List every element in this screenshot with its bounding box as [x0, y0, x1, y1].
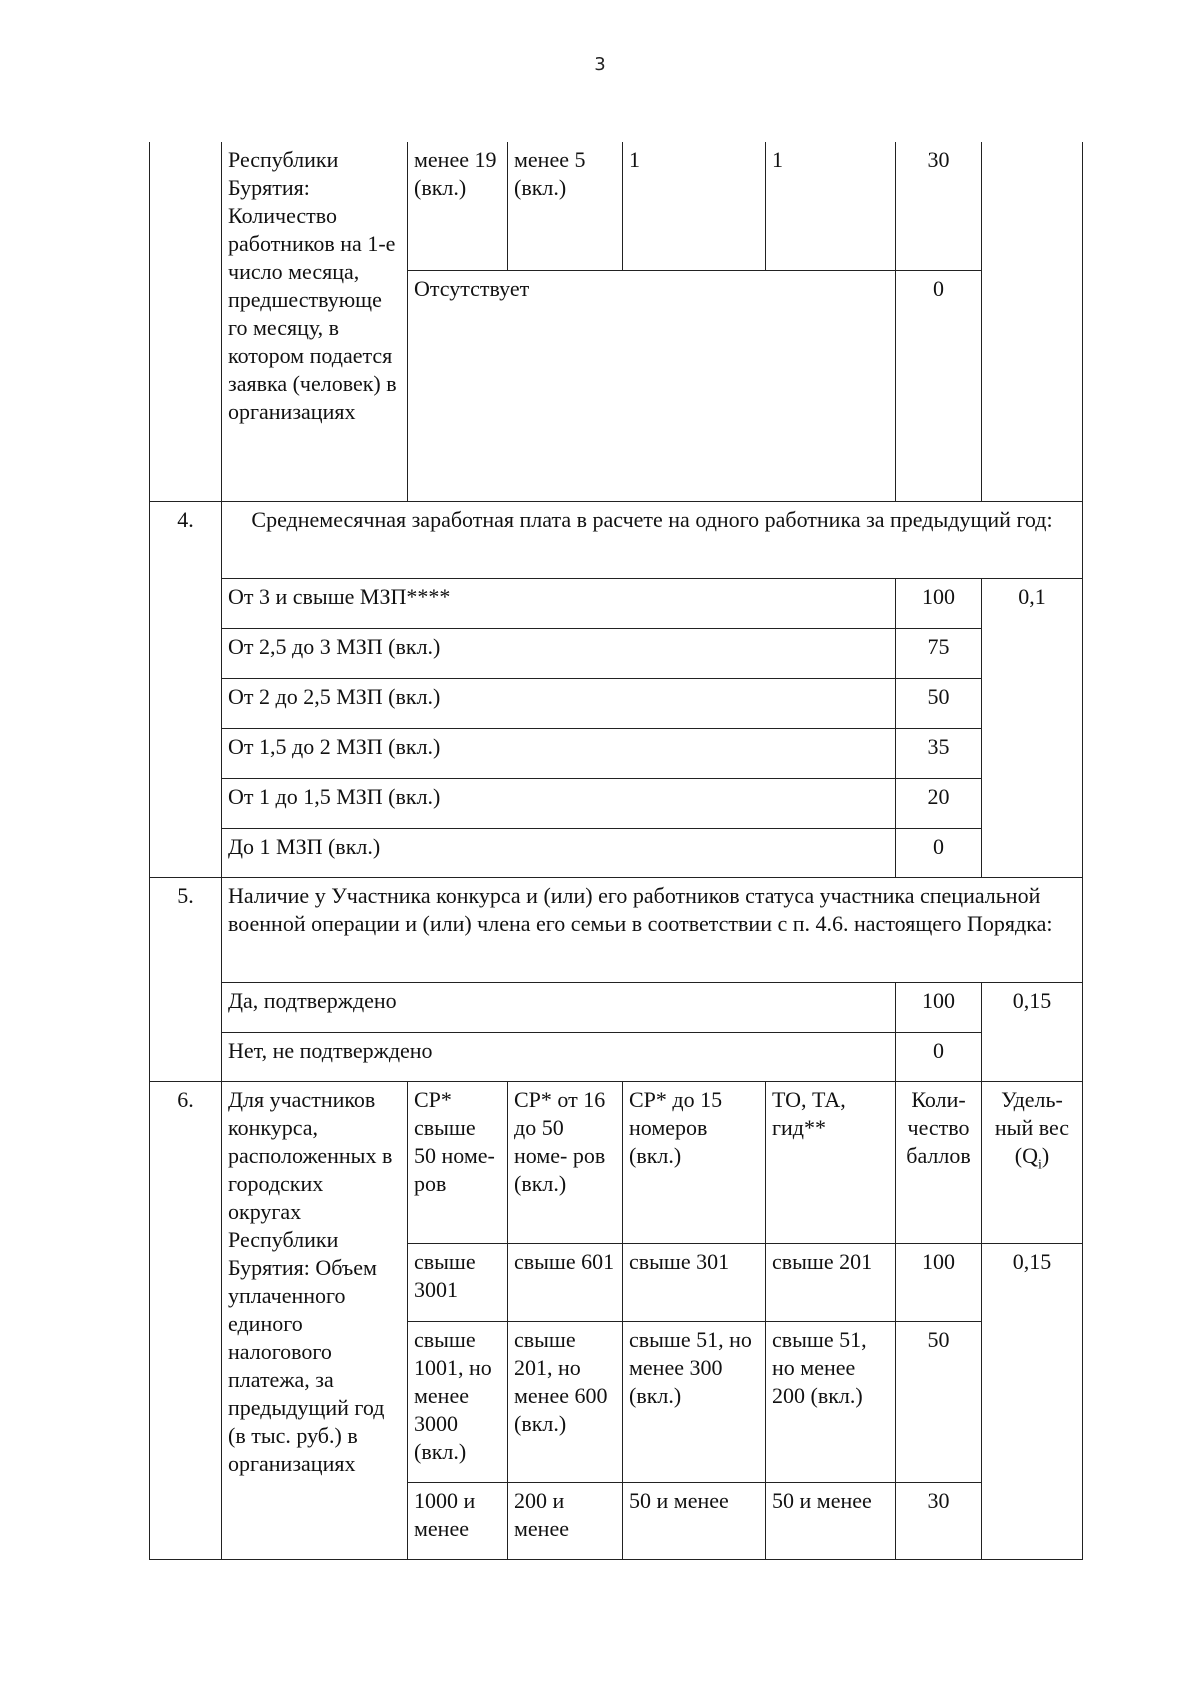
weight-cell [982, 142, 1083, 501]
points-cell: 100 [896, 1243, 982, 1321]
table-row [150, 828, 1083, 877]
points-cell: 50 [896, 678, 982, 728]
table-row [150, 1032, 1083, 1081]
points-cell: 30 [896, 142, 982, 270]
table-row [150, 982, 1083, 1032]
option-label: Да, подтверждено [222, 982, 896, 1032]
category-cell: свыше 51, но менее 300 (вкл.) [623, 1321, 766, 1482]
option-label: От 2,5 до 3 МЗП (вкл.) [222, 628, 896, 678]
category-cell: 200 и менее [508, 1482, 623, 1559]
category-cell: свыше 601 [508, 1243, 623, 1321]
column-header: ТО, ТА, гид** [766, 1081, 896, 1243]
option-label: От 2 до 2,5 МЗП (вкл.) [222, 678, 896, 728]
category-cell: свыше 201, но менее 600 (вкл.) [508, 1321, 623, 1482]
row-number-cell [150, 142, 222, 501]
weight-cell: 0,1 [982, 578, 1083, 877]
row-number: 4. [150, 501, 222, 877]
row-number: 6. [150, 1081, 222, 1559]
points-cell: 0 [896, 828, 982, 877]
criteria-table [149, 142, 1083, 1560]
option-label: До 1 МЗП (вкл.) [222, 828, 896, 877]
table-row [150, 778, 1083, 828]
category-cell: менее 5 (вкл.) [508, 142, 623, 270]
category-cell: менее 19 (вкл.) [408, 142, 508, 270]
points-cell: 100 [896, 578, 982, 628]
points-cell: 35 [896, 728, 982, 778]
table-row [150, 1081, 1083, 1243]
category-cell: свыше 51, но менее 200 (вкл.) [766, 1321, 896, 1482]
points-cell: 0 [896, 270, 982, 501]
criterion-title: Наличие у Участника конкурса и (или) его работников статуса участника специальной военной операции и (или) члена его семьи в соответствии с п. 4.6. настоящего Порядка: [222, 877, 1083, 982]
row-number: 5. [150, 877, 222, 1081]
points-cell: 100 [896, 982, 982, 1032]
category-cell: 1000 и менее [408, 1482, 508, 1559]
category-cell: свыше 1001, но менее 3000 (вкл.) [408, 1321, 508, 1482]
table-row [150, 877, 1083, 982]
page-number: 3 [594, 54, 606, 75]
category-cell: свыше 201 [766, 1243, 896, 1321]
points-cell: 75 [896, 628, 982, 678]
table-row [150, 678, 1083, 728]
option-label: Нет, не подтверждено [222, 1032, 896, 1081]
table-row [150, 142, 1083, 270]
column-header: СР* до 15 номеров (вкл.) [623, 1081, 766, 1243]
option-label: От 1 до 1,5 МЗП (вкл.) [222, 778, 896, 828]
criterion-label: Для участников конкурса, расположенных в городских округах Республики Бурятия: Объем уплаченного единого налогового платежа, за предыдущий год (в тыс. руб.) в организациях [222, 1081, 408, 1559]
column-header: СР* от 16 до 50 номе- ров (вкл.) [508, 1081, 623, 1243]
weight-cell: 0,15 [982, 982, 1083, 1081]
criterion-title: Среднемесячная заработная плата в расчете на одного работника за предыдущий год: [222, 501, 1083, 578]
table-row [150, 628, 1083, 678]
category-cell: 1 [623, 142, 766, 270]
option-label: Отсутствует [408, 270, 896, 501]
category-cell: 50 и менее [766, 1482, 896, 1559]
category-cell: 1 [766, 142, 896, 270]
category-cell: свыше 3001 [408, 1243, 508, 1321]
column-header: СР* свыше 50 номе- ров [408, 1081, 508, 1243]
table-row [150, 578, 1083, 628]
column-header-points: Коли- чество баллов [896, 1081, 982, 1243]
column-header-weight: Удель- ный вес $(Q_i)$ [982, 1081, 1083, 1243]
option-label: От 3 и свыше МЗП**** [222, 578, 896, 628]
category-cell: свыше 301 [623, 1243, 766, 1321]
weight-cell: 0,15 [982, 1243, 1083, 1559]
category-cell: 50 и менее [623, 1482, 766, 1559]
criterion-label: Республики Бурятия: Количество работников на 1-е число месяца, предшествующе го месяцу, в котором подается заявка (человек) в организациях [222, 142, 408, 501]
points-cell: 20 [896, 778, 982, 828]
option-label: От 1,5 до 2 МЗП (вкл.) [222, 728, 896, 778]
table-row [150, 501, 1083, 578]
table-row [150, 728, 1083, 778]
points-cell: 30 [896, 1482, 982, 1559]
points-cell: 0 [896, 1032, 982, 1081]
points-cell: 50 [896, 1321, 982, 1482]
